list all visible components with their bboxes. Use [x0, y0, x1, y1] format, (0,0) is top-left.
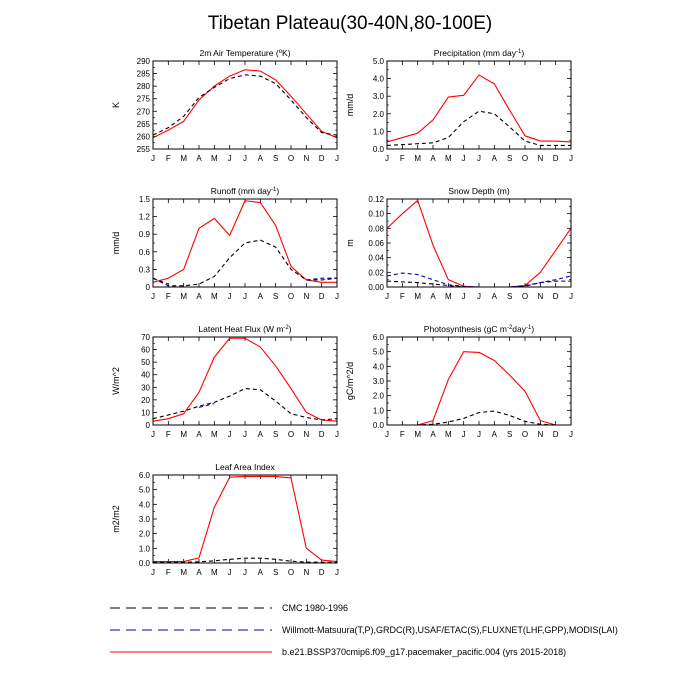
y-tick-label: 60: [141, 345, 150, 355]
x-tick-label: F: [165, 568, 171, 577]
x-tick-label: M: [210, 154, 218, 163]
solid-series-line: [153, 476, 337, 561]
title-text: Precipitation (mm day: [433, 48, 517, 58]
y-tick-label: 0.06: [368, 239, 384, 248]
y-tick-label: 0.00: [368, 283, 384, 292]
y-tick-label: 280: [136, 82, 150, 92]
x-tick-label: S: [506, 154, 513, 163]
x-tick-label: O: [521, 292, 529, 301]
x-tick-label: S: [272, 430, 279, 439]
legend: [110, 603, 618, 657]
y-tick-label: 2.0: [372, 109, 384, 119]
series-group: [153, 70, 337, 138]
y-tick-label: 4.0: [372, 362, 384, 372]
title-superscript: -2: [283, 325, 289, 331]
y-tick-label: 2.0: [138, 529, 150, 539]
y-tick-label: 6.0: [138, 471, 150, 480]
title-text: Snow Depth (m): [448, 186, 510, 196]
x-tick-label: A: [196, 430, 202, 439]
x-tick-label: F: [165, 430, 171, 439]
y-tick-label: 10: [141, 408, 150, 418]
y-tick-label: 0.6: [138, 247, 150, 257]
x-tick-label: F: [399, 292, 405, 301]
title-text: ): [288, 324, 292, 334]
x-tick-label: A: [196, 292, 202, 301]
y-tick-label: 0.04: [368, 253, 384, 263]
plot-frame: [153, 61, 337, 149]
x-tick-label: J: [243, 154, 247, 163]
x-tick-label: M: [210, 292, 218, 301]
y-tick-label: 0.12: [368, 195, 384, 204]
x-tick-label: O: [287, 430, 295, 439]
panel-title: [424, 324, 535, 334]
x-tick-label: N: [537, 154, 544, 163]
plot-frame: [387, 61, 571, 149]
y-axis-label: mm/d: [111, 231, 121, 255]
solid-series-line: [387, 352, 571, 425]
x-tick-label: D: [318, 154, 325, 163]
title-text: K): [282, 48, 291, 58]
series-group: [153, 201, 337, 286]
x-tick-label: D: [318, 292, 325, 301]
y-tick-label: 270: [136, 107, 150, 117]
x-tick-label: N: [537, 430, 544, 439]
x-tick-label: J: [243, 430, 247, 439]
x-tick-label: M: [444, 292, 452, 301]
y-tick-label: 30: [141, 383, 150, 393]
x-tick-label: J: [227, 292, 232, 301]
y-tick-label: 5.0: [138, 485, 150, 495]
x-tick-label: A: [430, 430, 436, 439]
y-tick-label: 0.0: [138, 559, 150, 568]
panel-title: [211, 186, 280, 196]
x-tick-label: J: [461, 154, 466, 163]
x-tick-label: J: [335, 430, 339, 439]
y-tick-label: 0.3: [138, 265, 150, 275]
x-tick-label: A: [257, 292, 264, 301]
title-text: day: [512, 324, 527, 334]
x-tick-label: F: [165, 154, 171, 163]
x-tick-label: F: [399, 154, 405, 163]
series-group: [153, 338, 337, 421]
plot-frame: [153, 475, 337, 563]
x-tick-label: J: [385, 430, 389, 439]
plot-frame: [387, 337, 571, 425]
series-group: [387, 200, 571, 287]
x-tick-label: M: [414, 292, 422, 301]
series-group: [387, 352, 571, 425]
x-tick-label: M: [180, 568, 188, 577]
chart-panel: [111, 186, 339, 301]
x-tick-label: J: [227, 430, 232, 439]
x-tick-label: J: [335, 292, 339, 301]
x-tick-label: J: [151, 292, 155, 301]
dashed-series-line: [153, 240, 337, 286]
y-axis-label: K: [111, 101, 121, 109]
x-tick-label: J: [569, 154, 573, 163]
y-tick-label: 255: [136, 145, 150, 154]
y-tick-label: 3.0: [372, 377, 384, 386]
x-tick-label: J: [151, 568, 155, 577]
x-tick-label: S: [272, 292, 279, 301]
title-text: ): [521, 48, 525, 58]
y-tick-label: 50: [141, 358, 150, 368]
figure-title: Tibetan Plateau(30-40N,80-100E): [207, 13, 493, 34]
x-tick-label: M: [444, 430, 452, 439]
x-tick-label: A: [430, 154, 436, 163]
y-tick-label: 0: [145, 283, 150, 292]
x-tick-label: J: [385, 292, 389, 301]
x-tick-label: D: [552, 154, 559, 163]
solid-series-line: [387, 200, 571, 287]
x-tick-label: A: [196, 568, 202, 577]
chart-panel: [345, 324, 573, 439]
x-tick-label: O: [287, 292, 295, 301]
chart-panel: [345, 186, 573, 301]
x-tick-label: J: [461, 292, 466, 301]
x-tick-label: F: [165, 292, 171, 301]
legend-label: CMC 1980-1996: [282, 603, 349, 613]
y-tick-label: 1.2: [138, 212, 150, 222]
x-tick-label: A: [257, 430, 264, 439]
y-tick-label: 5.0: [372, 57, 384, 66]
chart-panel: [111, 324, 339, 439]
x-tick-label: D: [318, 430, 325, 439]
x-tick-label: J: [461, 430, 466, 439]
title-text: Runoff (mm day: [210, 186, 272, 196]
y-tick-label: 2.0: [372, 391, 384, 401]
y-tick-label: 0.02: [368, 268, 384, 278]
plot-frame: [153, 199, 337, 287]
x-tick-label: M: [414, 430, 422, 439]
x-tick-label: N: [303, 568, 310, 577]
y-tick-label: 20: [141, 395, 150, 405]
y-tick-label: 1.0: [138, 544, 150, 554]
x-tick-label: J: [227, 568, 232, 577]
x-tick-label: O: [287, 154, 295, 163]
x-tick-label: N: [303, 430, 310, 439]
x-tick-label: O: [521, 154, 529, 163]
y-tick-label: 1.0: [372, 127, 384, 137]
x-tick-label: J: [151, 430, 155, 439]
y-tick-label: 5.0: [372, 347, 384, 357]
x-tick-label: F: [399, 430, 405, 439]
chart-panel: [111, 462, 339, 577]
title-superscript: -2: [506, 325, 513, 331]
y-axis-label: m2/m2: [111, 505, 121, 533]
x-tick-label: M: [180, 430, 188, 439]
y-tick-label: 3.0: [138, 515, 150, 524]
y-tick-label: 6.0: [372, 333, 384, 342]
solid-series-line: [153, 70, 337, 138]
x-tick-label: J: [477, 430, 481, 439]
dashed-series-line: [387, 111, 571, 145]
y-tick-label: 0.0: [372, 145, 384, 154]
x-tick-label: M: [414, 154, 422, 163]
panels: [111, 48, 573, 577]
x-tick-label: A: [491, 292, 498, 301]
title-superscript: -1: [271, 187, 277, 193]
solid-series-line: [153, 201, 337, 283]
x-tick-label: J: [243, 568, 247, 577]
y-tick-label: 260: [136, 132, 150, 142]
x-tick-label: J: [151, 154, 155, 163]
y-axis-label: gC/m^2/d: [345, 361, 355, 401]
y-tick-label: 4.0: [372, 74, 384, 84]
y-tick-label: 290: [136, 57, 150, 66]
y-tick-label: 40: [141, 370, 150, 380]
x-tick-label: M: [210, 430, 218, 439]
plot-frame: [387, 199, 571, 287]
x-tick-label: M: [180, 292, 188, 301]
legend-label: Willmott-Matsuura(T,P),GRDC(R),USAF/ETAC(S),FLUXNET(LHF,GPP),MODIS(LAI): [282, 625, 618, 635]
x-tick-label: D: [552, 292, 559, 301]
y-tick-label: 265: [136, 119, 150, 129]
x-tick-label: J: [569, 292, 573, 301]
y-tick-label: 0.0: [372, 421, 384, 430]
x-tick-label: A: [196, 154, 202, 163]
panel-title: [434, 48, 525, 58]
y-tick-label: 3.0: [372, 92, 384, 102]
x-tick-label: D: [318, 568, 325, 577]
x-tick-label: O: [287, 568, 295, 577]
x-tick-label: J: [385, 154, 389, 163]
x-tick-label: S: [506, 430, 513, 439]
y-tick-label: 0.9: [138, 230, 150, 240]
x-tick-label: A: [491, 430, 498, 439]
x-tick-label: M: [210, 568, 218, 577]
solid-series-line: [387, 75, 571, 142]
x-tick-label: J: [335, 568, 339, 577]
title-text: Latent Heat Flux (W m: [198, 324, 284, 334]
x-tick-label: J: [477, 154, 481, 163]
y-tick-label: 1.0: [372, 406, 384, 416]
solid-series-line: [153, 338, 337, 421]
y-tick-label: 285: [136, 69, 150, 79]
x-tick-label: O: [521, 430, 529, 439]
y-tick-label: 0.10: [368, 209, 384, 219]
x-tick-label: J: [569, 430, 573, 439]
x-tick-label: A: [257, 154, 264, 163]
dashed-series-line: [153, 75, 337, 135]
panel-title: [215, 462, 275, 472]
x-tick-label: J: [243, 292, 247, 301]
x-tick-label: N: [303, 154, 310, 163]
legend-label: b.e21.BSSP370cmip6.f09_g17.pacemaker_pacific.004 (yrs 2015-2018): [282, 647, 567, 657]
y-axis-label: m: [345, 239, 355, 247]
y-tick-label: 1.5: [138, 195, 150, 204]
title-text: ): [276, 186, 280, 196]
y-tick-label: 4.0: [138, 500, 150, 510]
x-tick-label: J: [477, 292, 481, 301]
panel-title: [199, 48, 290, 58]
y-tick-label: 275: [136, 94, 150, 104]
y-axis-label: W/m^2: [111, 367, 121, 395]
x-tick-label: M: [180, 154, 188, 163]
y-tick-label: 0: [145, 421, 150, 430]
x-tick-label: A: [257, 568, 264, 577]
x-tick-label: J: [227, 154, 232, 163]
title-text: 2m Air Temperature (: [199, 48, 279, 58]
chart-panel: [345, 48, 573, 163]
y-tick-label: 70: [141, 333, 150, 342]
x-tick-label: S: [272, 568, 279, 577]
x-tick-label: N: [537, 292, 544, 301]
x-tick-label: D: [552, 430, 559, 439]
x-tick-label: A: [430, 292, 436, 301]
title-superscript: o: [278, 49, 283, 55]
panel-title: [448, 186, 510, 196]
x-tick-label: S: [506, 292, 513, 301]
title-text: Photosynthesis (gC m: [423, 324, 507, 334]
x-tick-label: J: [335, 154, 339, 163]
title-superscript: -1: [516, 49, 522, 55]
x-tick-label: S: [272, 154, 279, 163]
y-tick-label: 0.08: [368, 224, 384, 234]
y-axis-label: mm/d: [345, 93, 355, 117]
x-tick-label: N: [303, 292, 310, 301]
title-superscript: -1: [526, 325, 532, 331]
series-group: [387, 75, 571, 145]
series-group: [153, 476, 337, 562]
title-text: ): [531, 324, 535, 334]
chart-panel: [111, 48, 339, 163]
x-tick-label: A: [491, 154, 498, 163]
title-text: Leaf Area Index: [215, 462, 275, 472]
x-tick-label: M: [444, 154, 452, 163]
panel-title: [198, 324, 291, 334]
